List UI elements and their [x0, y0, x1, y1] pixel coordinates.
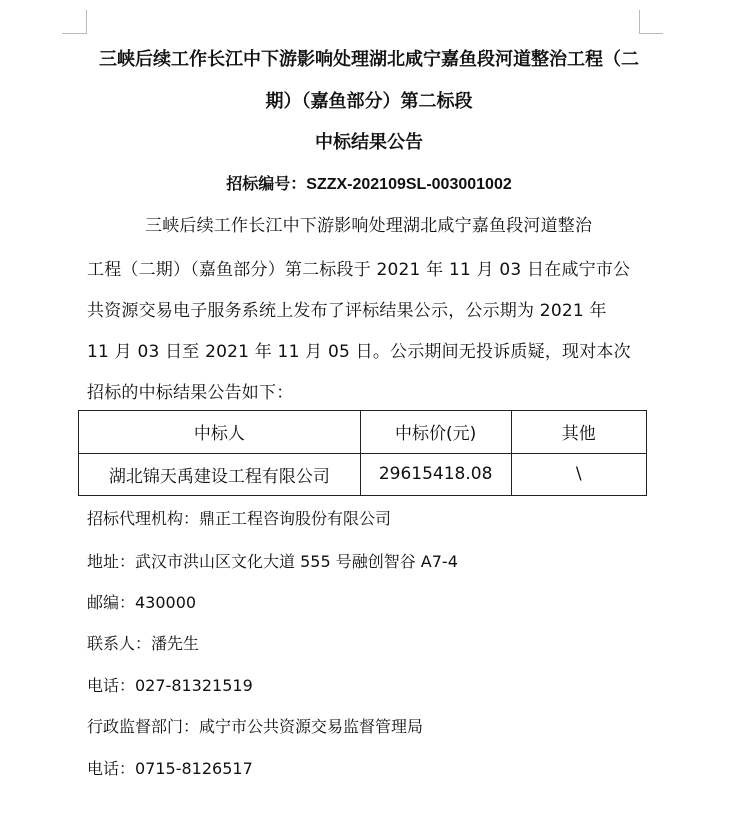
- supervision-department-line: 行政监督部门：咸宁市公共资源交易监督管理局: [87, 717, 424, 736]
- document-title-line-1: 三峡后续工作长江中下游影响处理湖北咸宁嘉鱼段河道整治工程（二: [99, 49, 639, 70]
- contact-person-line: 联系人：潘先生: [87, 634, 200, 653]
- table-cell-price: 29615418.08: [360, 453, 511, 496]
- table-cell-other: \: [511, 453, 646, 496]
- crop-mark-top-right-horizontal: [639, 33, 663, 34]
- agency-line: 招标代理机构：鼎正工程咨询股份有限公司: [87, 509, 392, 528]
- bid-number-label: 招标编号：: [226, 174, 307, 193]
- document-subtitle: 中标结果公告: [315, 132, 423, 153]
- crop-mark-top-left-horizontal: [62, 33, 86, 34]
- paragraph-line: 招标的中标结果公告如下：: [87, 383, 294, 403]
- bid-number-value: SZZX-202109SL-003001002: [306, 176, 512, 193]
- paragraph-line: 共资源交易电子服务系统上发布了评标结果公示，公示期为 2021 年: [87, 301, 607, 321]
- paragraph-line: 三峡后续工作长江中下游影响处理湖北咸宁嘉鱼段河道整治: [145, 216, 593, 236]
- table-header-price: 中标价(元): [360, 411, 511, 454]
- address-line: 地址：武汉市洪山区文化大道 555 号融创智谷 A7-4: [87, 552, 458, 571]
- supervision-phone-line: 电话：0715-8126517: [87, 759, 253, 778]
- winning-bid-table: [78, 410, 647, 496]
- document-title-line-2: 期）（嘉鱼部分）第二标段: [265, 91, 473, 112]
- table-cell-winner: 湖北锦天禹建设工程有限公司: [79, 453, 361, 496]
- paragraph-line: 11 月 03 日至 2021 年 11 月 05 日。公示期间无投诉质疑，现对本次: [87, 342, 631, 362]
- paragraph-line: 工程（二期）（嘉鱼部分）第二标段于 2021 年 11 月 03 日在咸宁市公: [87, 260, 631, 280]
- table-header-winner: 中标人: [79, 411, 361, 454]
- phone-line: 电话：027-81321519: [87, 676, 253, 695]
- postcode-line: 邮编：430000: [87, 593, 197, 612]
- table-row: [79, 453, 647, 496]
- table-header-row: [79, 411, 647, 454]
- bid-number-line: [0, 171, 738, 194]
- table-header-other: 其他: [511, 411, 646, 454]
- crop-mark-top-left-vertical: [86, 10, 87, 34]
- crop-mark-top-right-vertical: [639, 10, 640, 34]
